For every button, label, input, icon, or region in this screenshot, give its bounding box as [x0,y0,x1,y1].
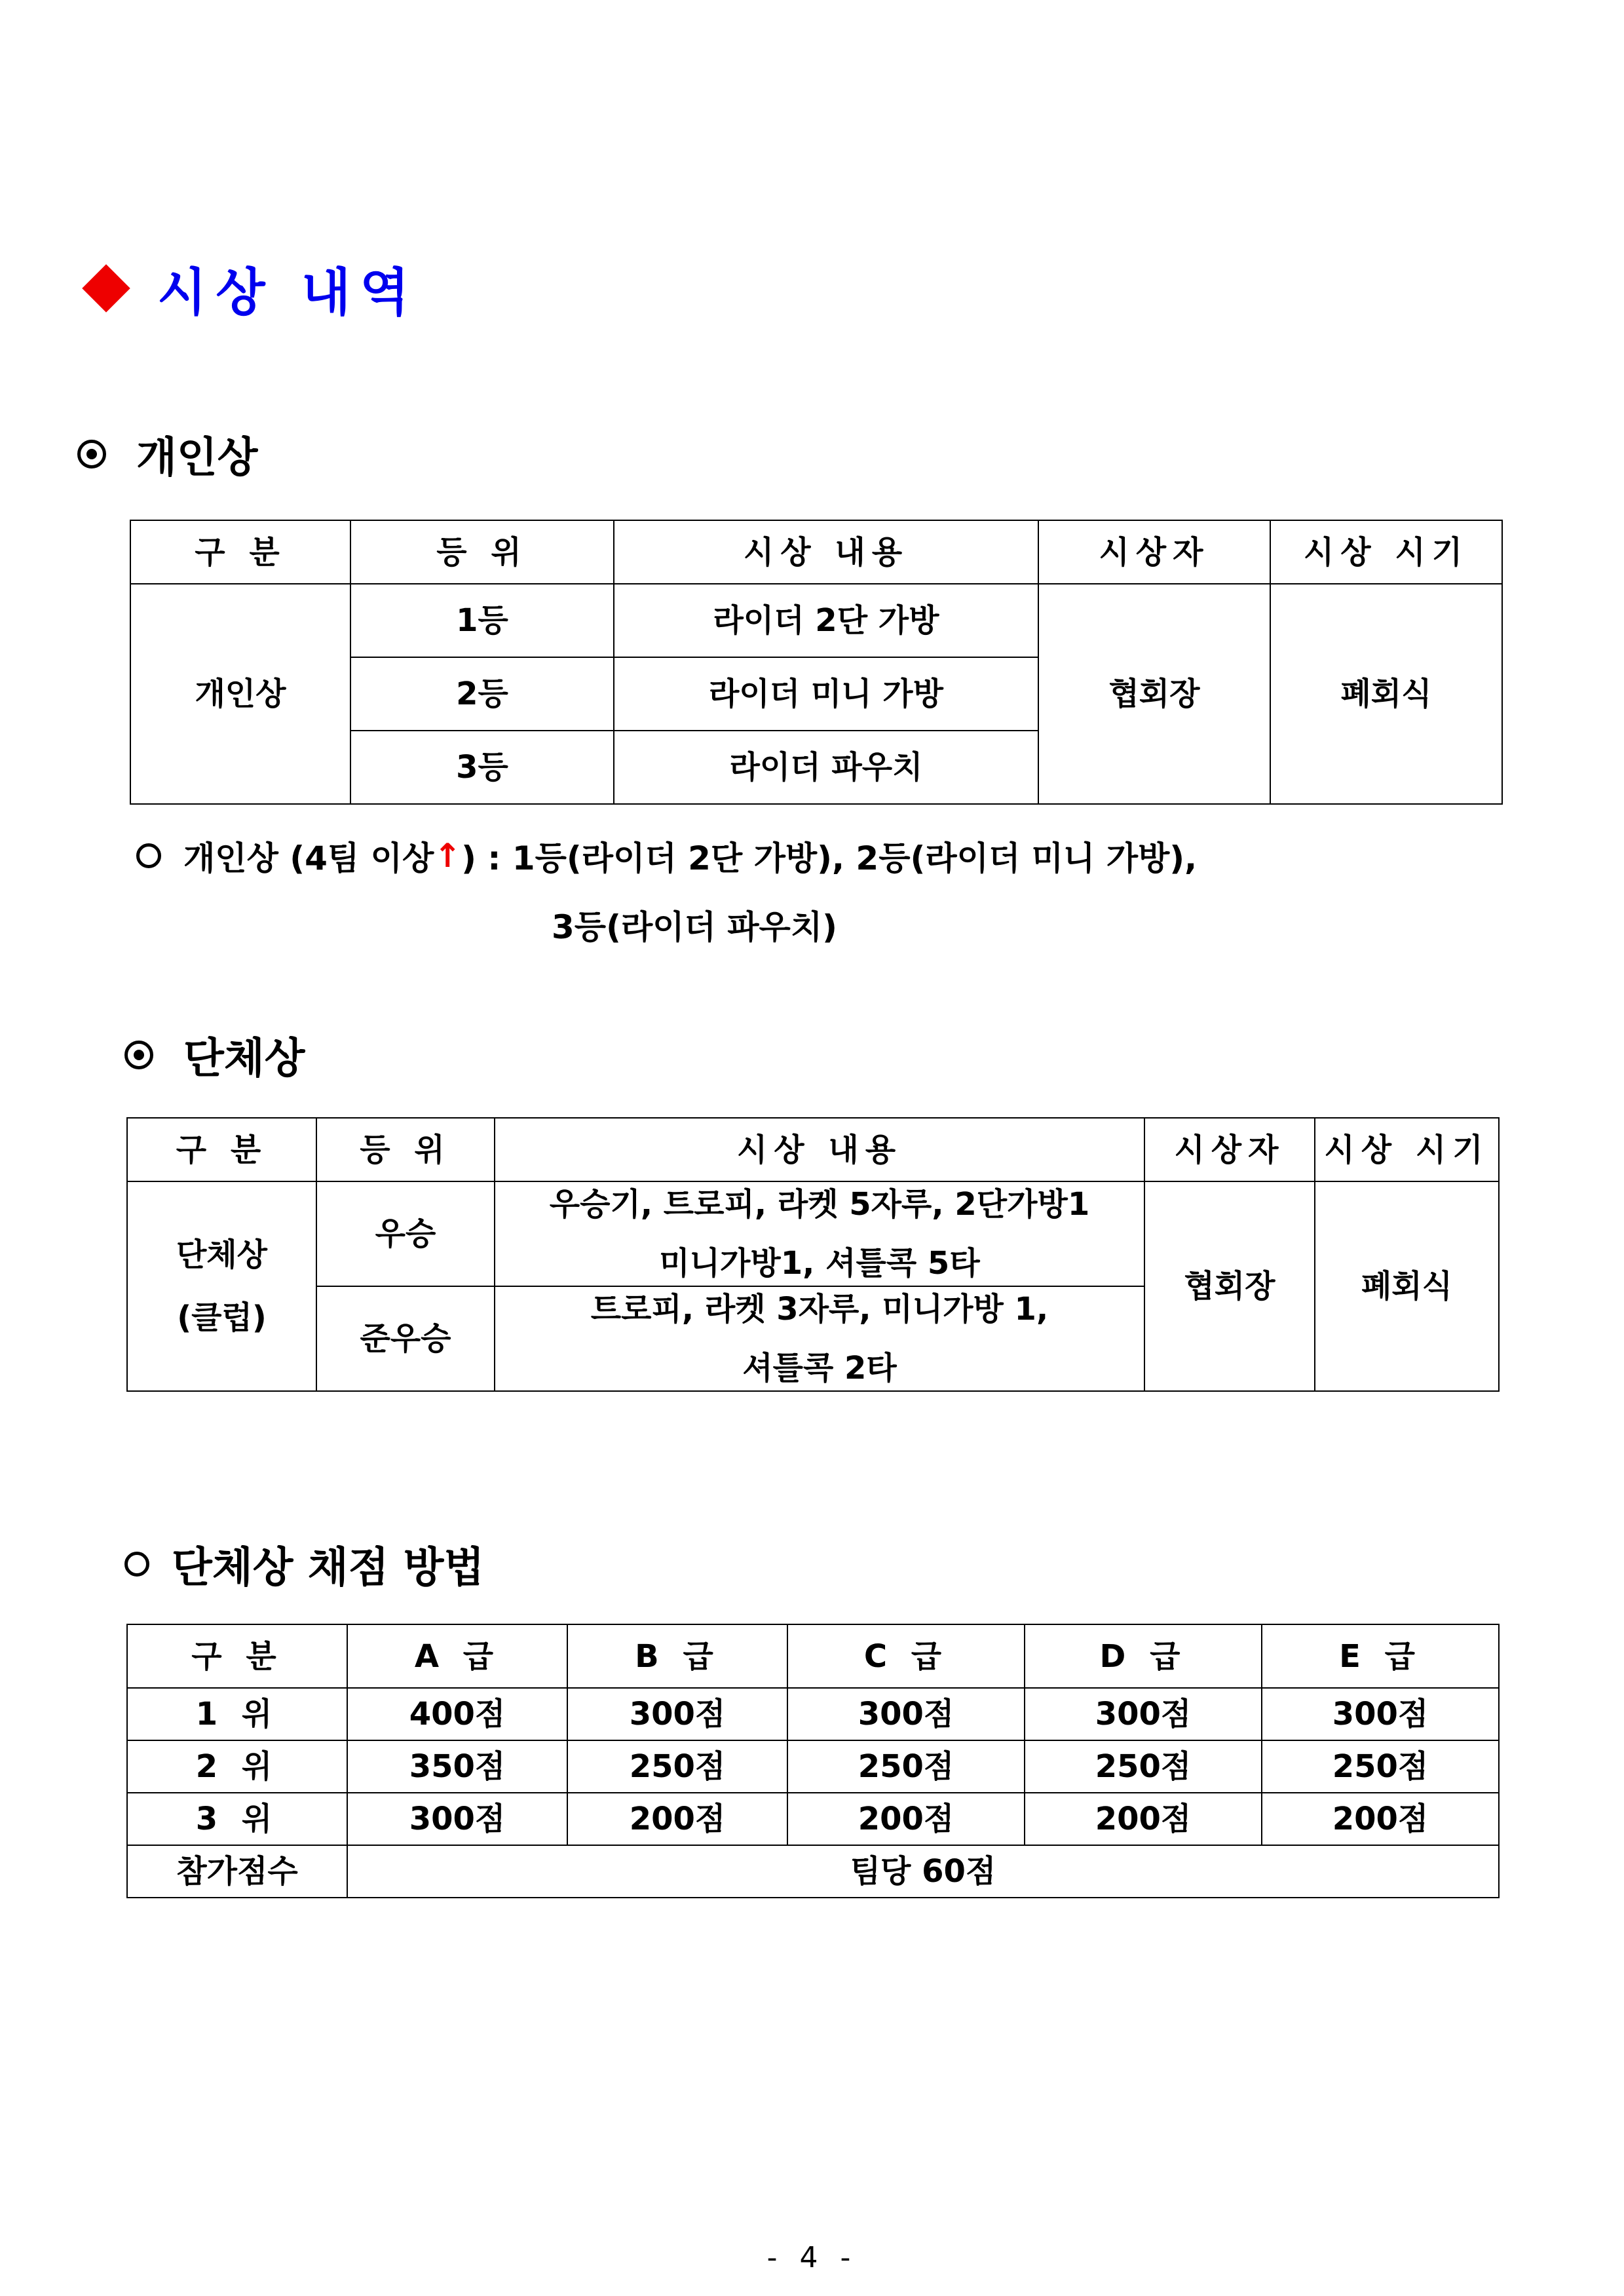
circle-bullet-icon [124,1552,149,1577]
scoring-heading-text: 단체상 채점 방법 [172,1544,485,1592]
header-cell: 구 분 [130,520,350,584]
category-line1: 단체상 [176,1236,268,1273]
rank-cell: 1등 [350,584,614,657]
score-cell: 300점 [567,1688,787,1740]
header-cell: 시상 시기 [1315,1118,1499,1181]
score-cell: 300점 [1025,1688,1262,1740]
participation-row [127,1845,1499,1898]
score-cell: 300점 [347,1793,567,1845]
prize-cell [495,1286,1144,1391]
table-header-row [127,1118,1499,1181]
score-cell: 400점 [347,1688,567,1740]
score-cell: 250점 [1025,1740,1262,1793]
page-title: 시상 내역 [157,263,419,322]
presenter-cell: 협회장 [1144,1181,1315,1391]
score-cell: 200점 [567,1793,787,1845]
prize-cell: 라이더 파우치 [614,731,1038,804]
header-cell: E 급 [1262,1624,1499,1688]
circle-bullet-icon [136,843,161,868]
prize-line1: 우승기, 트로피, 라켓 5자루, 2단가방1 [549,1186,1090,1223]
diamond-icon [82,264,130,313]
score-cell: 300점 [787,1688,1025,1740]
team-heading [124,1025,305,1084]
timing-cell: 폐회식 [1270,584,1502,804]
header-cell: 시상 시기 [1270,520,1502,584]
header-cell: 시상 내용 [614,520,1038,584]
individual-heading [77,425,257,484]
header-cell: C 급 [787,1624,1025,1688]
presenter-cell: 협회장 [1038,584,1270,804]
up-arrow-icon: ↑ [434,837,462,875]
score-cell: 350점 [347,1740,567,1793]
header-cell: 등 위 [350,520,614,584]
bullseye-bullet-icon [124,1041,153,1069]
header-cell: A 급 [347,1624,567,1688]
prize-line2: 미니가방1, 셔틀콕 5타 [659,1245,980,1282]
row-label: 참가점수 [127,1845,347,1898]
prize-line2: 셔틀콕 2타 [742,1350,897,1387]
note-prefix: 개인상 (4팀 이상 [183,839,434,877]
prize-cell [495,1181,1144,1286]
prize-cell: 라이더 미니 가방 [614,657,1038,731]
score-cell: 250점 [787,1740,1025,1793]
row-label: 1 위 [127,1688,347,1740]
header-cell: 시상자 [1144,1118,1315,1181]
score-cell: 300점 [1262,1688,1499,1740]
timing-cell: 폐회식 [1315,1181,1499,1391]
individual-heading-text: 개인상 [136,434,258,482]
participation-value: 팀당 60점 [347,1845,1499,1898]
table-row [127,1740,1499,1793]
row-label: 3 위 [127,1793,347,1845]
score-cell: 250점 [1262,1740,1499,1793]
header-cell: 구 분 [127,1624,347,1688]
score-cell: 200점 [1262,1793,1499,1845]
team-award-table [126,1117,1500,1392]
header-cell: 등 위 [316,1118,495,1181]
header-cell: 구 분 [127,1118,316,1181]
header-cell: 시상 내용 [495,1118,1144,1181]
table-row [127,1181,1499,1286]
rank-cell: 우승 [316,1181,495,1286]
note-suffix: ) : 1등(라이더 2단 가방), 2등(라이더 미니 가방), [461,839,1198,877]
row-label: 2 위 [127,1740,347,1793]
table-row [127,1688,1499,1740]
rank-cell: 2등 [350,657,614,731]
team-heading-text: 단체상 [183,1035,305,1083]
category-cell: 개인상 [130,584,350,804]
table-header-row [127,1624,1499,1688]
score-cell: 250점 [567,1740,787,1793]
rank-cell: 준우승 [316,1286,495,1391]
category-cell [127,1181,316,1391]
category-line2: (클럽) [177,1299,267,1336]
scoring-table [126,1624,1500,1898]
table-row [127,1793,1499,1845]
header-cell: B 급 [567,1624,787,1688]
score-cell: 200점 [787,1793,1025,1845]
header-cell: D 급 [1025,1624,1262,1688]
scoring-heading [124,1535,484,1594]
individual-note [136,832,1197,879]
page-number: - 4 - [766,2241,858,2274]
individual-note-line2: 3등(라이더 파우치) [552,908,838,946]
table-row [130,584,1502,657]
individual-award-table [130,520,1503,805]
bullseye-bullet-icon [77,440,106,469]
prize-line1: 트로피, 라켓 3자루, 미니가방 1, [590,1291,1049,1328]
page-title-row [77,249,419,328]
score-cell: 200점 [1025,1793,1262,1845]
rank-cell: 3등 [350,731,614,804]
header-cell: 시상자 [1038,520,1270,584]
table-header-row [130,520,1502,584]
prize-cell: 라이더 2단 가방 [614,584,1038,657]
